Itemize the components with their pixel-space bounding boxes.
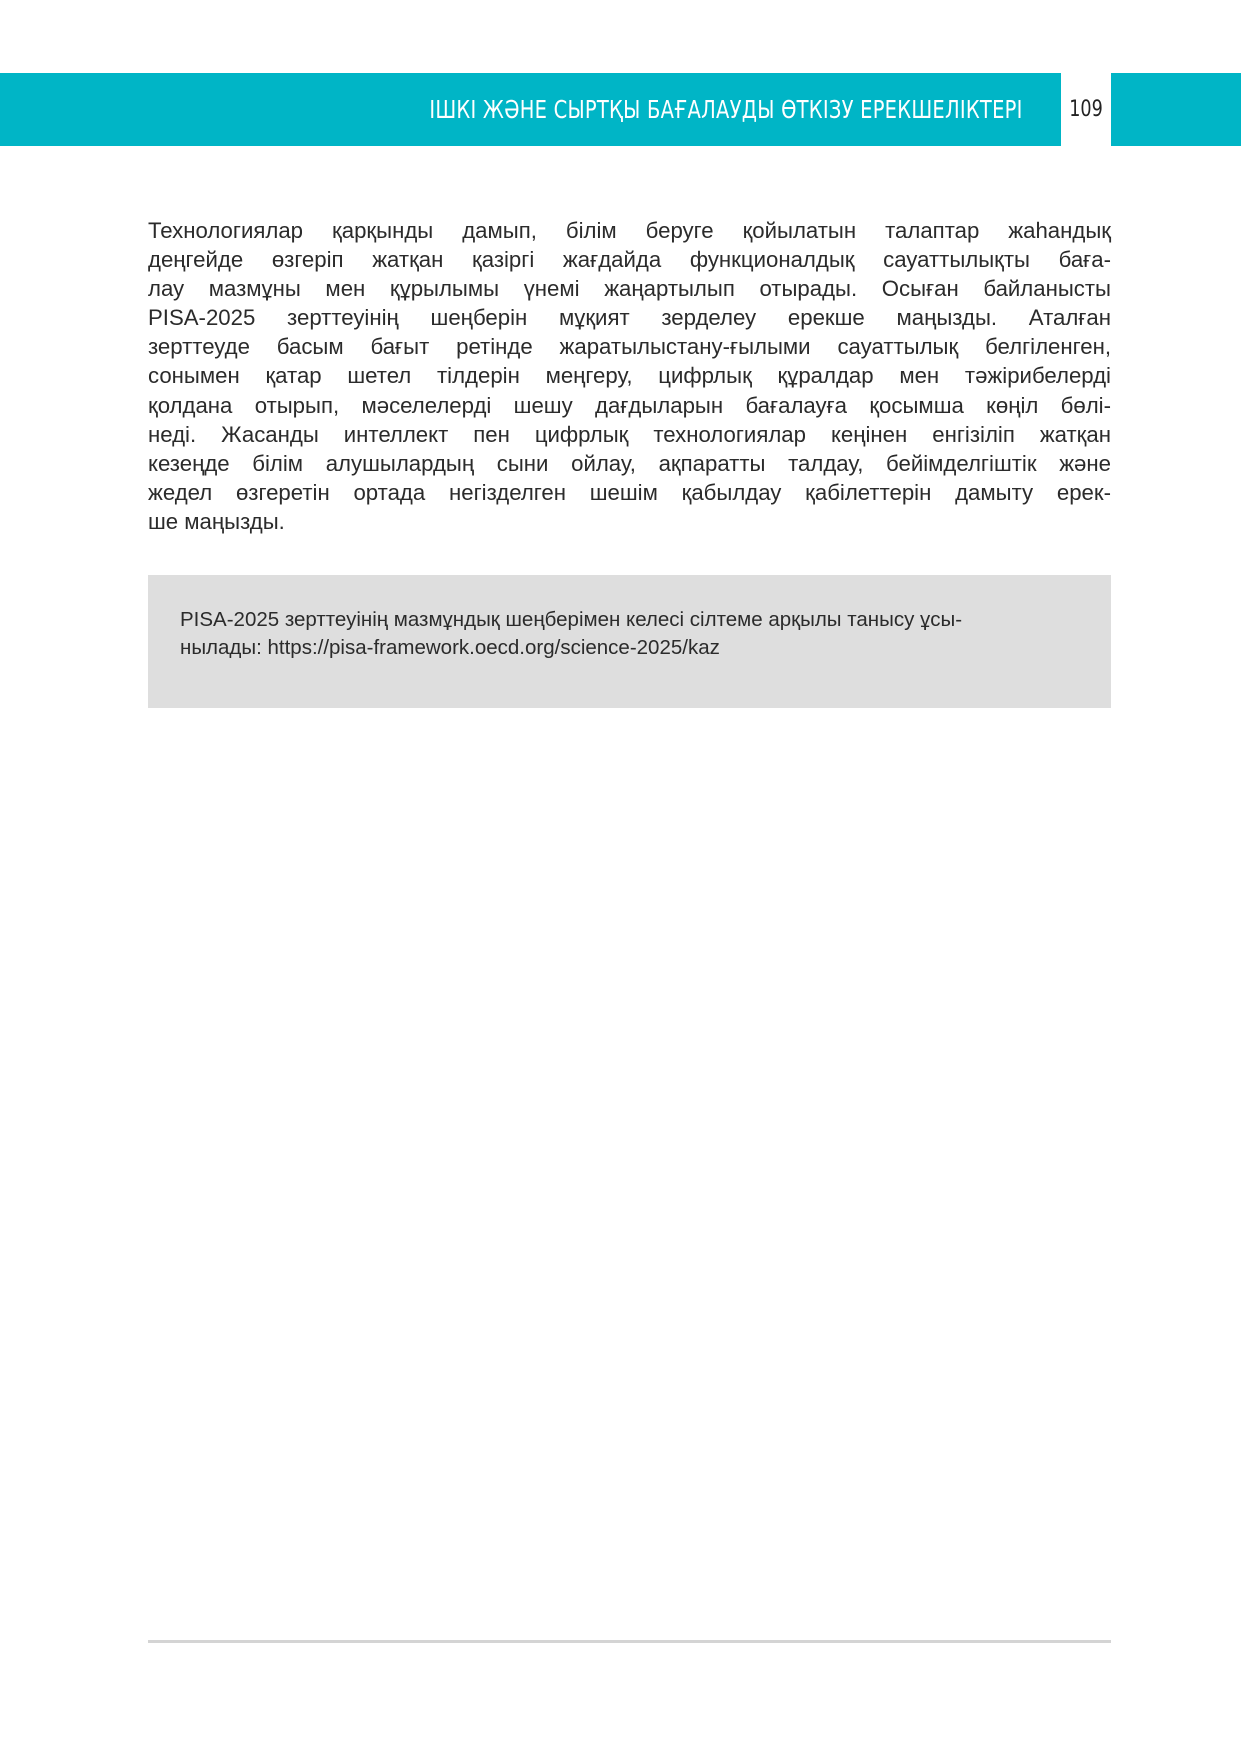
paragraph-line: PISA-2025 зерттеуінің шеңберін мұқият зерделеу ерекше маңызды. Аталған	[148, 305, 1111, 331]
paragraph-line: лау мазмұны мен құрылымы үнемі жаңартылып отырады. Осыған байланысты	[148, 276, 1111, 302]
paragraph-line: сонымен қатар шетел тілдерін меңгеру, цифрлық құралдар мен тәжірибелерді	[148, 363, 1111, 389]
paragraph-line: кезеңде білім алушылардың сыни ойлау, ақпаратты талдау, бейімделгіштік және	[148, 450, 1111, 476]
header-band-right	[1111, 73, 1241, 146]
reference-note-text	[180, 606, 1080, 662]
paragraph-line: деңгейде өзгеріп жатқан қазіргі жағдайда функционалдық сауаттылықты баға-	[148, 247, 1111, 273]
page-number: 109	[1069, 97, 1103, 122]
note-line-with-link[interactable]: нылады: https://pisa-framework.oecd.org/science-2025/kaz	[180, 636, 720, 659]
paragraph-line: қолдана отырып, мәселелерді шешу дағдыларын бағалауға қосымша көңіл бөлі-	[148, 392, 1111, 418]
paragraph-line: ше маңызды.	[148, 508, 285, 534]
footer-divider	[148, 1640, 1111, 1643]
running-header-title: ІШКІ ЖӘНЕ СЫРТҚЫ БАҒАЛАУДЫ ӨТКІЗУ ЕРЕКШЕЛІКТЕРІ	[429, 95, 1023, 124]
paragraph-line: Технологиялар қарқынды дамып, білім беруге қойылатын талаптар жаһандық	[148, 218, 1111, 243]
paragraph-line: неді. Жасанды интеллект пен цифрлық технологиялар кеңінен енгізіліп жатқан	[148, 421, 1111, 447]
paragraph-line: зерттеуде басым бағыт ретінде жаратылыстану-ғылыми сауаттылық белгіленген,	[148, 334, 1111, 360]
paragraph-line: жедел өзгеретін ортада негізделген шешім қабылдау қабілеттерін дамыту ерек-	[148, 479, 1111, 505]
note-line: PISA-2025 зерттеуінің мазмұндық шеңберімен келесі сілтеме арқылы танысу ұсы-	[180, 608, 963, 631]
body-paragraph	[148, 216, 1111, 536]
reference-note-box	[148, 575, 1111, 708]
header-band	[0, 73, 1061, 146]
